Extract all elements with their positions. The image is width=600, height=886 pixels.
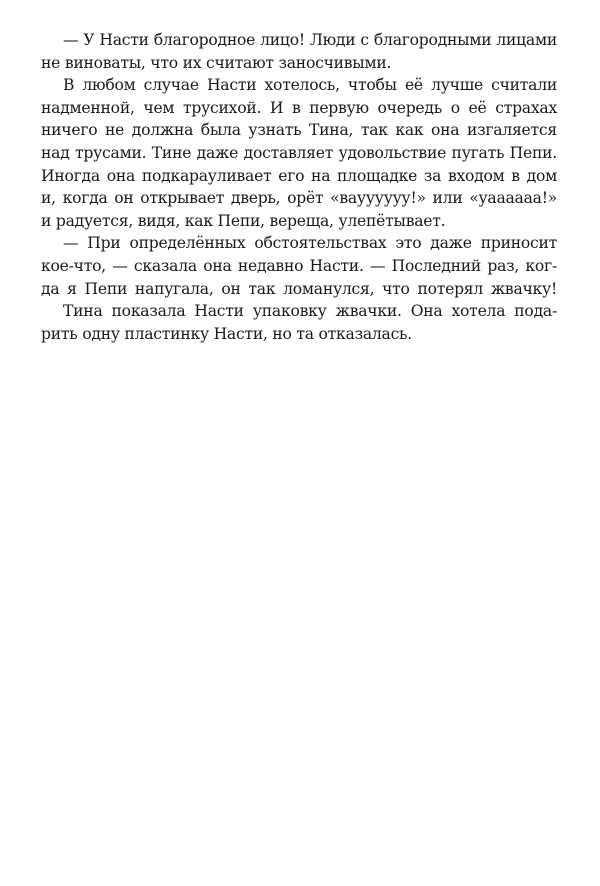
text-line: кое-что, — сказала она недавно Насти. — Последний раз, ког- [41,256,557,275]
text-line: надменной, чем трусихой. И в первую очередь о её страхах [41,98,557,117]
text-line: — При определённых обстоятельствах это даже приносит [63,234,557,253]
text-line: рить одну пластинку Насти, но та отказалась. [41,324,413,343]
paragraph-3 [41,232,557,300]
text-line: Иногда она подкарауливает его на площадке за входом в дом [41,166,557,185]
body-text [41,29,557,345]
text-line: да я Пепи напугала, он так ломанулся, что потерял жвачку! [41,279,557,298]
text-line: Тина показала Насти упаковку жвачки. Она хотела пода- [63,302,557,321]
text-line: не виноваты, что их считают заносчивыми. [41,53,392,72]
text-line: над трусами. Тине даже доставляет удовольствие пугать Пепи. [41,143,557,162]
text-line: — У Насти благородное лицо! Люди с благородными лицами [63,31,557,49]
text-line: ничего не должна была узнать Тина, так как она изгаляется [41,121,557,140]
paragraph-2 [41,74,557,232]
text-line: и радуется, видя, как Пепи, вереща, улепётывает. [41,211,446,230]
text-line: и, когда он открывает дверь, орёт «вауууууу!» или «уаааааа!» [41,189,557,208]
paragraph-1 [41,29,557,74]
text-line: В любом случае Насти хотелось, чтобы её лучше считали [63,76,557,95]
paragraph-4 [41,300,557,345]
